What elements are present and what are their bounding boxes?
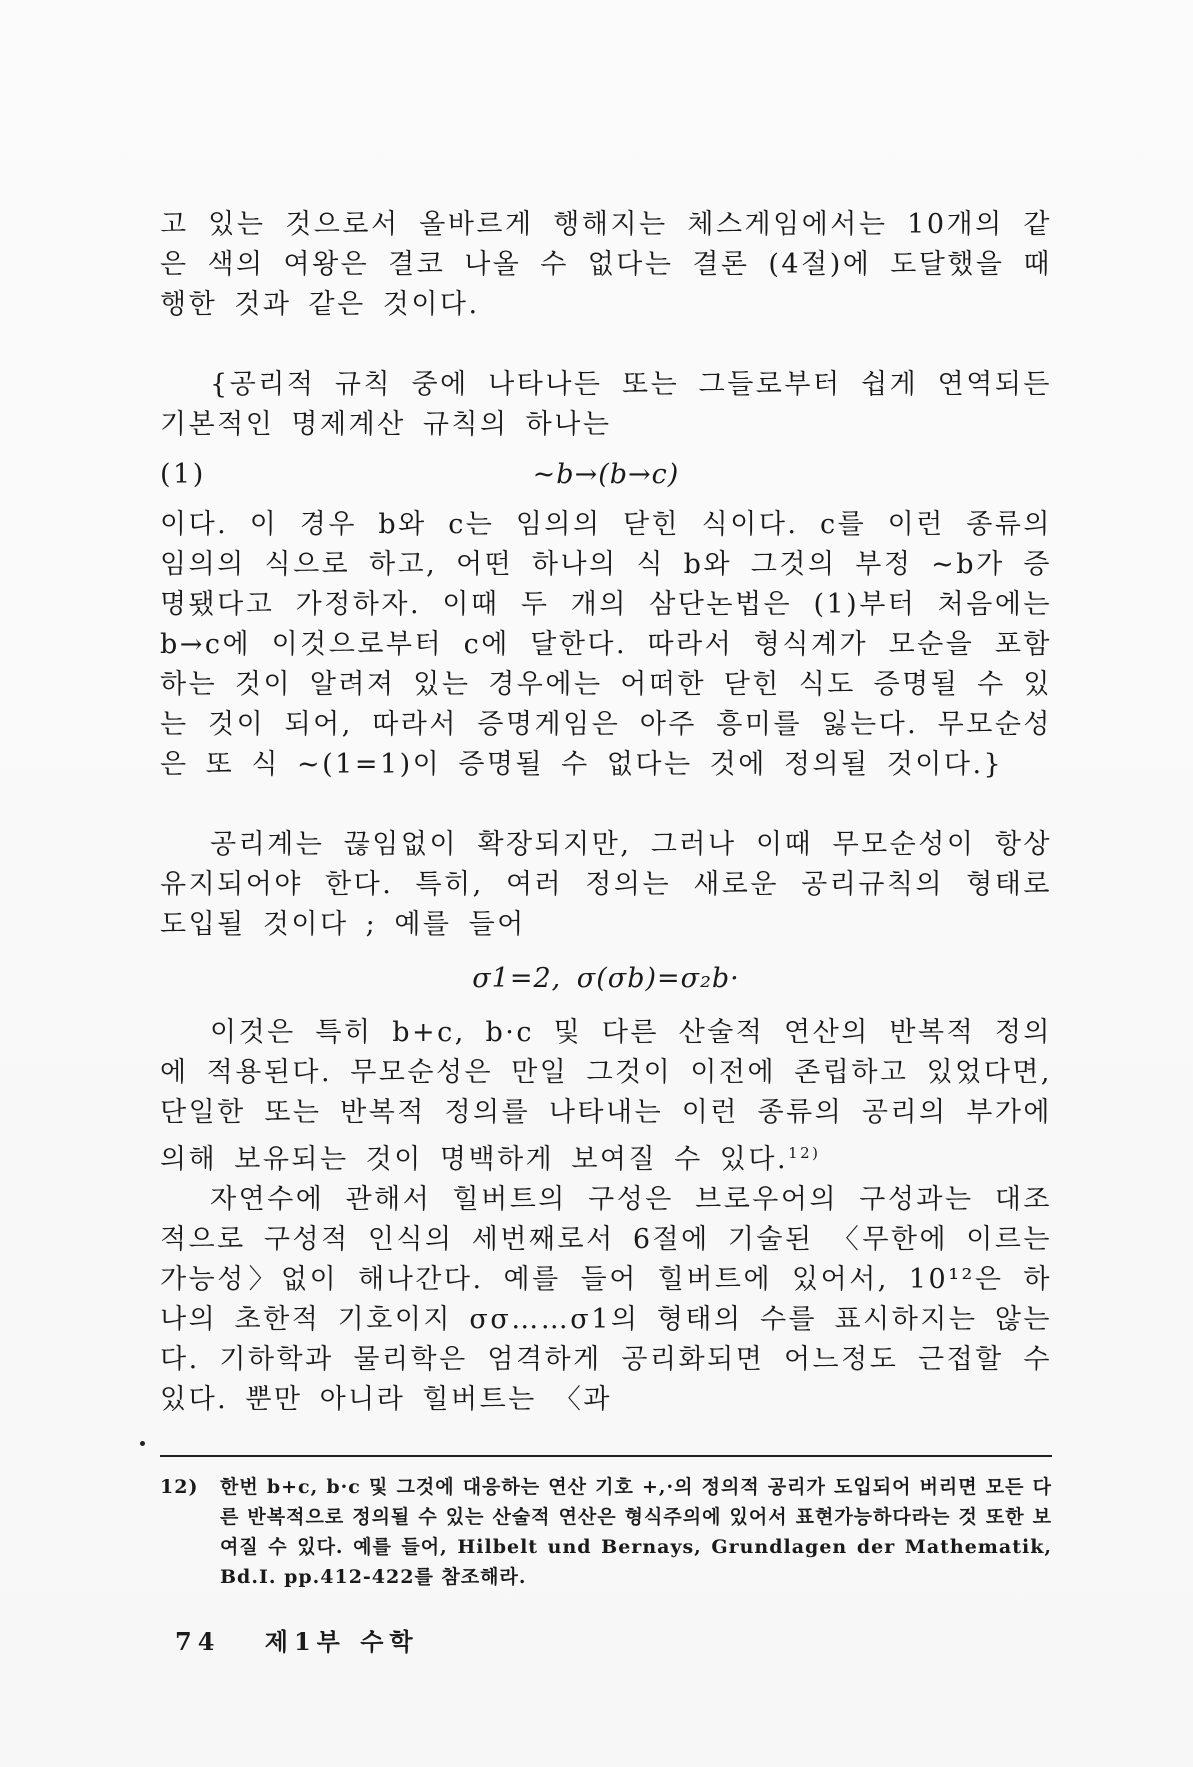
page-number: 74 bbox=[175, 1627, 221, 1656]
paragraph-4: 공리계는 끊임없이 확장되지만, 그러나 이때 무모순성이 항상 유지되어야 한다. 특히, 여러 정의는 새로운 공리규칙의 형태로 도입될 것이다 ; 예를 들어 bbox=[160, 829, 1052, 940]
paragraph-5-text: 이것은 특히 b+c, b·c 및 다른 산술적 연산의 반복적 정의에 적용된다. 무모순성은 만일 그것이 이전에 존립하고 있었다면, 단일한 또는 반복적 정의를 나타내는 이런 종류의 공리의 부가에 의해 보유되는 것이 명백하게 보여질 수 있다. bbox=[160, 1017, 1052, 1175]
footnote-reference: 12) bbox=[788, 1144, 821, 1162]
footnote-number: 12) bbox=[160, 1476, 199, 1498]
body-text bbox=[160, 205, 1052, 1420]
page-footer bbox=[175, 1622, 449, 1657]
footnote bbox=[160, 1472, 1052, 1592]
paragraph-1: 고 있는 것으로서 올바르게 행해지는 체스게임에서는 10개의 같은 색의 여왕은 결코 나올 수 없다는 결론 (4절)에 도달했을 때 행한 것과 같은 것이다. bbox=[160, 209, 1052, 320]
section-title: 제1부 수학 bbox=[264, 1627, 419, 1656]
margin-mark bbox=[140, 1441, 145, 1446]
paragraph-6: 자연수에 관해서 힐버트의 구성은 브로우어의 구성과는 대조적으로 구성적 인식의 세번째로서 6절에 기술된 〈무한에 이르는 가능성〉없이 해나간다. 예를 들어 힐버트에 있어서, 10¹²은 하나의 초한적 기호이지 σσ……σ1의 형태의 수를 표시하지는 않는다. 기하학과 물리학은 엄격하게 공리화되면 어느정도 근접할 수 있다. 뿐만 아니라 힐버트는 〈과 bbox=[160, 1184, 1052, 1415]
equation: σ1=2, σ(σb)=σ₂b· bbox=[472, 963, 740, 994]
paragraph-2: {공리적 규칙 중에 나타나든 또는 그들로부터 쉽게 연역되든 기본적인 명제계산 규칙의 하나는 bbox=[160, 369, 1052, 440]
paragraph-3: 이다. 이 경우 b와 c는 임의의 닫힌 식이다. c를 이런 종류의 임의의 식으로 하고, 어떤 하나의 식 b와 그것의 부정 ~b가 증명됐다고 가정하자. 이때 두 개의 삼단논법은 (1)부터 처음에는 b→c에 이것으로부터 c에 달한다. 따라서 형식계가 모순을 포함하는 것이 알려져 있는 경우에는 어떠한 닫힌 식도 증명될 수 있는 것이 되어, 따라서 증명게임은 아주 흥미를 잃는다. 무모순성은 또 식 ~(1=1)이 증명될 수 없다는 것에 정의될 것이다.} bbox=[160, 509, 1052, 780]
paragraph-5 bbox=[160, 1013, 1052, 1180]
formula-number: (1) bbox=[160, 459, 206, 490]
footnote-text: 한번 b+c, b·c 및 그것에 대응하는 연산 기호 +,·의 정의적 공리가 도입되어 버리면 모든 다른 반복적으로 정의될 수 있는 산술적 연산은 형식주의에 있어서 표현가능하다라는 것 또한 보여질 수 있다. 예를 들어, Hilbelt und Bernays, Grundlagen der Mathematik, Bd.I. pp.412-422를 참조해라. bbox=[220, 1476, 1052, 1588]
footnote-divider bbox=[160, 1455, 1052, 1457]
formula-block bbox=[160, 455, 1052, 495]
formula-expression: ~b→(b→c) bbox=[532, 459, 680, 490]
